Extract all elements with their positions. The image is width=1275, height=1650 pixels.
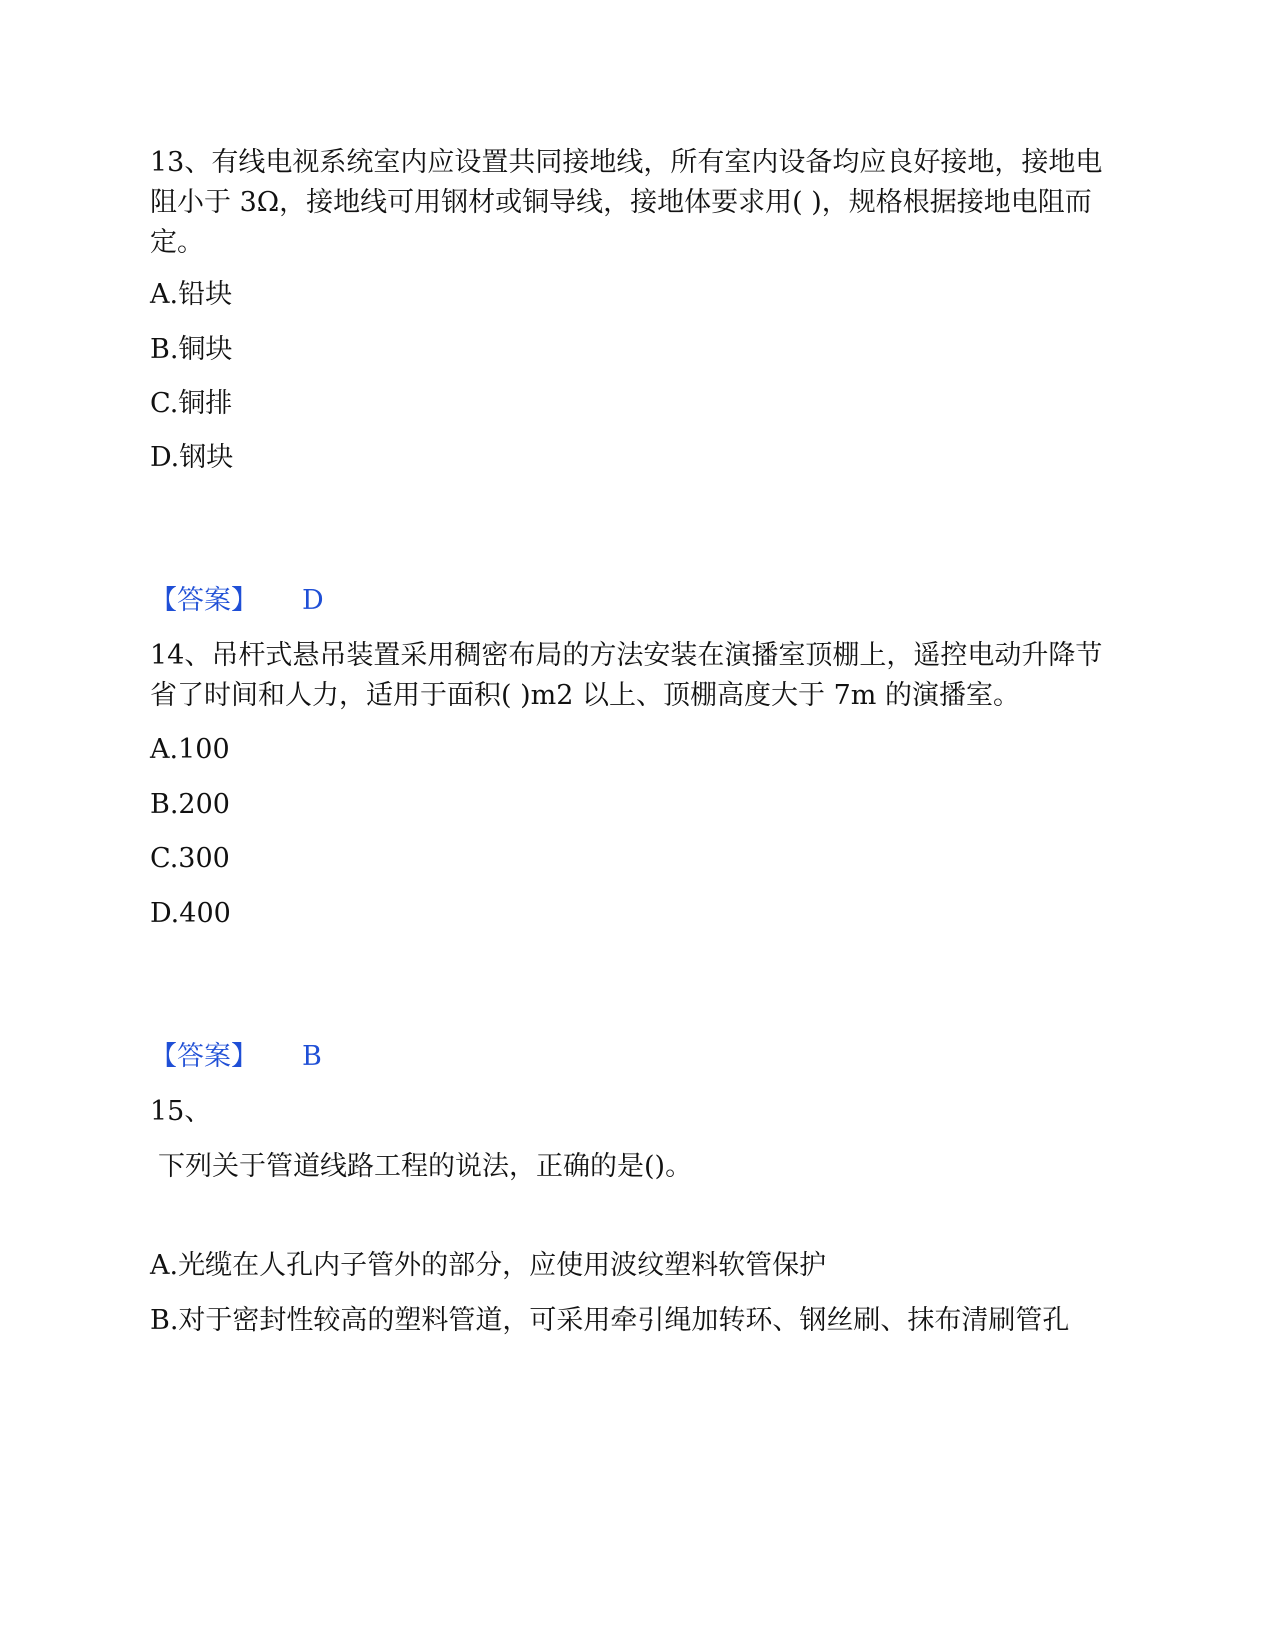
question-13-option-d: D.钢块 [150, 442, 234, 473]
question-13-option-b: B.铜块 [150, 334, 233, 365]
question-14-answer [150, 1037, 322, 1077]
answer-value: B [302, 1041, 322, 1072]
question-13-stem: 13、有线电视系统室内应设置共同接地线，所有室内设备均应良好接地，接地电阻小于 3Ω，接地线可用钢材或铜导线，接地体要求用( )，规格根据接地电阻而定。 [150, 147, 1103, 258]
question-14-option-b: B.200 [150, 789, 230, 820]
question-15-stem: 下列关于管道线路工程的说法，正确的是()。 [158, 1151, 693, 1182]
question-13-option-a: A.铅块 [150, 279, 233, 310]
question-15-option-b: B.对于密封性较高的塑料管道，可采用牵引绳加转环、钢丝刷、抹布清刷管孔 [150, 1305, 1070, 1336]
question-15-number: 15、 [150, 1096, 212, 1127]
answer-label: 【答案】 [150, 1041, 258, 1072]
question-13-option-c: C.铜排 [150, 388, 233, 419]
question-14-option-d: D.400 [150, 898, 231, 929]
answer-label: 【答案】 [150, 585, 258, 616]
answer-value: D [302, 585, 324, 616]
question-14-stem: 14、吊杆式悬吊装置采用稠密布局的方法安装在演播室顶棚上，遥控电动升降节省了时间和人力，适用于面积( )m2 以上、顶棚高度大于 7m 的演播室。 [150, 640, 1103, 711]
question-15-option-a: A.光缆在人孔内子管外的部分，应使用波纹塑料软管保护 [150, 1250, 827, 1281]
question-14-option-c: C.300 [150, 843, 230, 874]
question-14-option-a: A.100 [150, 734, 230, 765]
question-13-answer [150, 581, 324, 621]
